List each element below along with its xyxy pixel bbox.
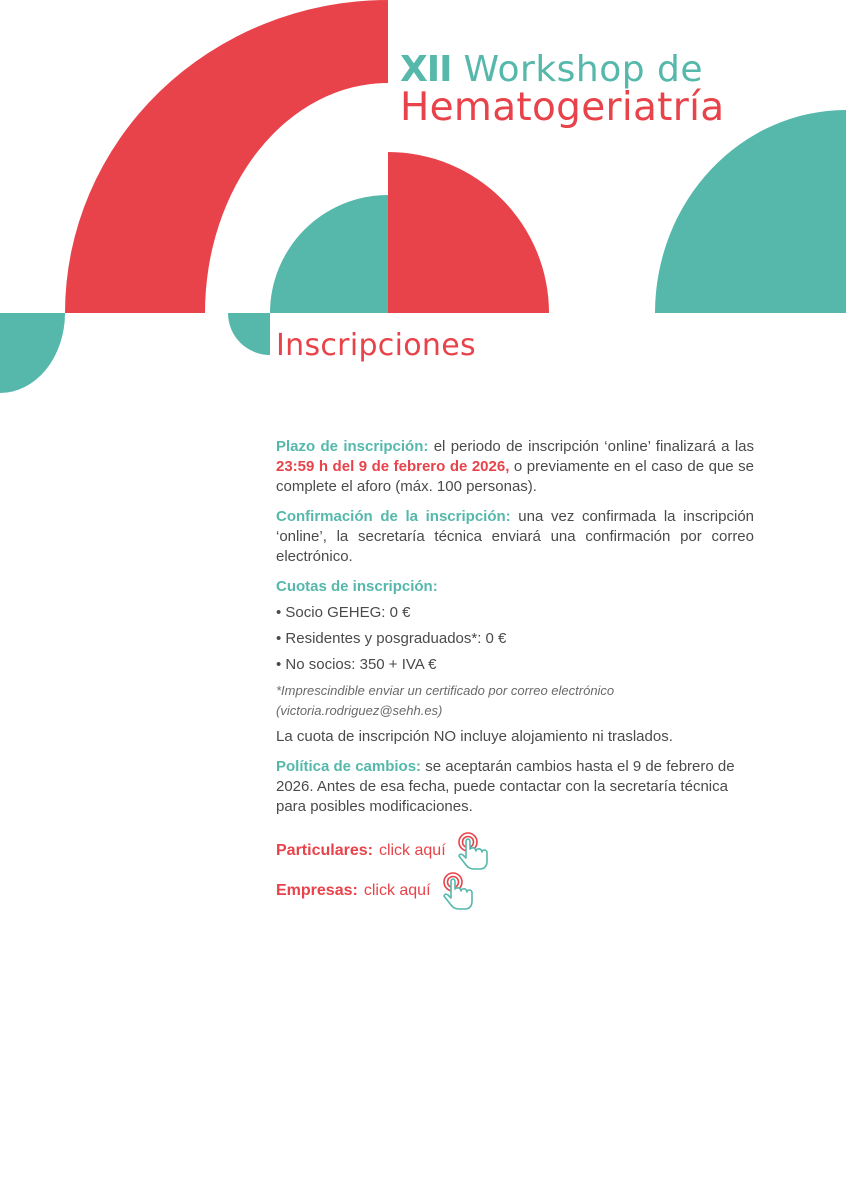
companies-row	[276, 871, 754, 911]
event-title-workshop: Workshop de	[463, 49, 704, 90]
confirmation-paragraph	[276, 507, 754, 567]
registration-links	[276, 831, 754, 911]
fees-heading: Cuotas de inscripción:	[276, 578, 438, 595]
deadline-text1: el periodo de inscripción ‘online’ finalizará a las	[428, 438, 755, 455]
certificate-note-email: (victoria.rodriguez@sehh.es)	[276, 703, 443, 718]
teal-quarter-small-left	[228, 313, 270, 355]
registration-content	[276, 437, 754, 911]
individuals-link[interactable]: click aquí	[378, 842, 446, 859]
teal-quarter-center	[270, 195, 388, 313]
changes-paragraph	[276, 757, 754, 817]
edition-number: XII	[400, 49, 452, 90]
pointer-hand-icon[interactable]	[439, 871, 477, 911]
certificate-note-line1: *Imprescindible enviar un certificado por correo electrónico	[276, 683, 615, 698]
changes-label: Política de cambios:	[276, 758, 422, 775]
teal-quarter-left	[0, 313, 65, 393]
pointer-hand-icon[interactable]	[454, 831, 492, 871]
teal-quarter-right	[655, 110, 846, 313]
individuals-row	[276, 831, 754, 871]
certificate-note	[276, 681, 754, 721]
confirmation-label: Confirmación de la inscripción:	[276, 508, 511, 525]
deadline-highlight: 23:59 h del 9 de febrero de 2026,	[276, 458, 510, 475]
changes-text: se aceptarán cambios hasta el 9 de febrero de 2026. Antes de esa fecha, puede contactar con la secretaría técnica para posibles modificaciones.	[276, 758, 735, 815]
fee-item-residentes: • Residentes y posgraduados*: 0 €	[276, 630, 507, 647]
confirmation-text: una vez confirmada la inscripción ‘online’, la secretaría técnica enviará una confirmación por correo electrónico.	[276, 508, 755, 565]
red-quarter-center	[388, 152, 549, 313]
event-title	[400, 50, 840, 128]
deadline-label: Plazo de inscripción:	[276, 438, 429, 455]
event-title-line2: Hematogeriatría	[400, 85, 725, 130]
deadline-text2: o previamente en el caso de que se complete el aforo (máx. 100 personas).	[276, 458, 754, 495]
event-title-line1	[400, 50, 840, 90]
individuals-label: Particulares:	[276, 842, 373, 859]
fee-exclusion: La cuota de inscripción NO incluye alojamiento ni traslados.	[276, 728, 673, 745]
companies-link[interactable]: click aquí	[363, 882, 431, 899]
section-title: Inscripciones	[276, 328, 476, 363]
companies-label: Empresas:	[276, 882, 358, 899]
deadline-paragraph	[276, 437, 754, 497]
fee-item-socio: • Socio GEHEG: 0 €	[276, 604, 411, 621]
fees-list	[276, 603, 754, 675]
fee-item-no-socios: • No socios: 350 + IVA €	[276, 656, 437, 673]
